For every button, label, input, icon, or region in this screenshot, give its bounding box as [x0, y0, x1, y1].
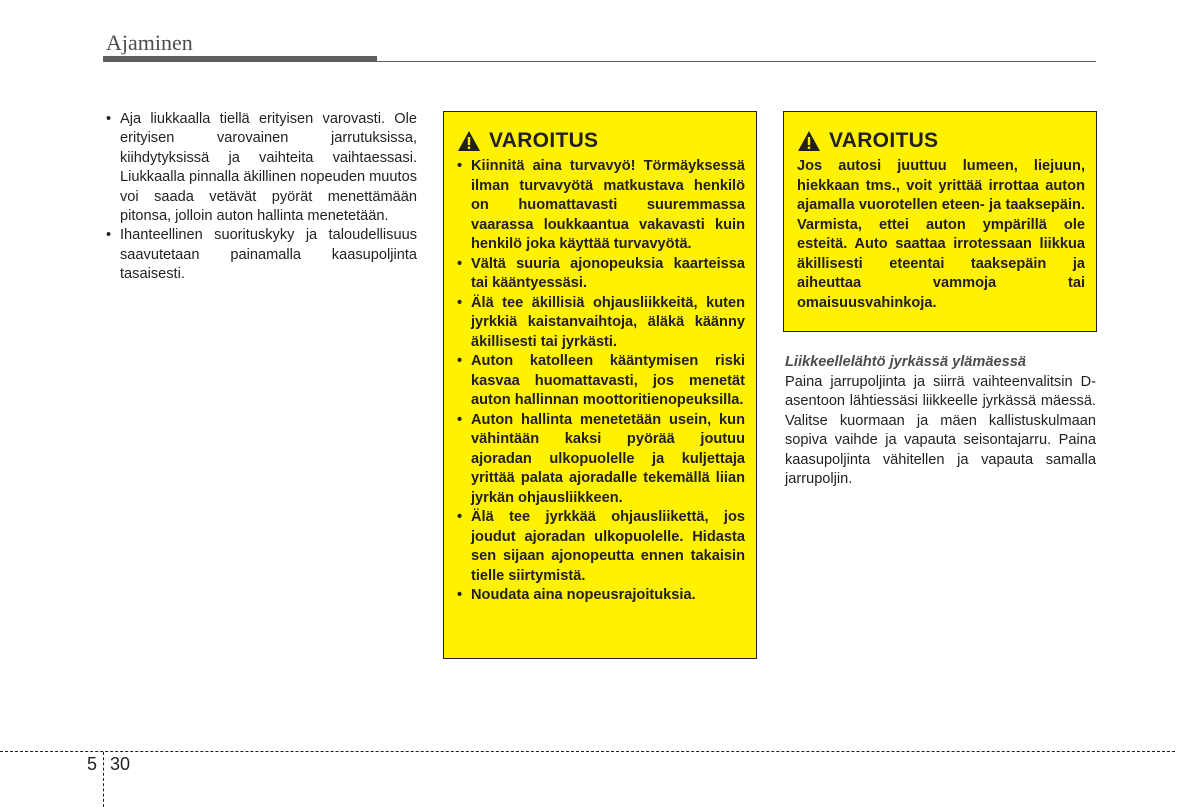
list-item	[106, 226, 417, 284]
warning-triangle-icon	[457, 130, 481, 152]
header-rule-thin	[377, 61, 1096, 62]
list-item-text: Ihanteellinen suorituskyky ja taloudellisuus saavutetaan painamalla kaasupoljinta tasaisesti.	[120, 227, 417, 283]
list-item-text: Noudata aina nopeusrajoituksia.	[471, 587, 696, 603]
bullet-icon: •	[457, 294, 463, 311]
warning-box-driving	[443, 111, 757, 659]
bullet-icon: •	[457, 411, 463, 428]
list-item	[457, 294, 745, 353]
list-item	[106, 110, 417, 226]
header-rule-thick	[103, 56, 377, 62]
bullet-icon: •	[457, 353, 463, 369]
list-item-text: Auton hallinta menetetään usein, kun vähintään kaksi pyörää joutuu ajoradan ulkopuolelle ja kuljettaja yrittää palata ajoradalle tekemällä liian jyrkän ohjausliikkeen.	[471, 411, 745, 506]
warning-title: VAROITUS	[829, 129, 939, 152]
warning-box-stuck	[783, 111, 1097, 332]
driving-tips-list	[106, 110, 417, 285]
list-item-text: Auton katolleen kääntymisen riski kasvaa huomattavasti, jos menetät auton hallinnan moottoritienopeuksilla.	[471, 353, 745, 408]
header-title: Ajaminen	[106, 30, 193, 55]
list-item	[457, 508, 745, 586]
list-item	[457, 411, 745, 509]
section-text: Paina jarrupoljinta ja siirrä vaihteenvalitsin D-asentoon lähtiessäsi liikkeelle jyrkässä mäessä. Valitse kuormaan ja mäen kallistuskulmaan sopiva vaihde ja vapauta seisontajarru. Paina kaasupoljinta vähitellen ja vapauta samalla jarrupoljin.	[785, 374, 1096, 488]
list-item-text: Älä tee äkillisiä ohjausliikkeitä, kuten jyrkkiä kaistanvaihtoja, äläkä käänny äkillisesti tai jyrkästi.	[471, 294, 745, 350]
list-item	[457, 157, 745, 255]
list-item	[457, 255, 745, 294]
warning-header	[797, 126, 1085, 156]
warning-header	[457, 126, 745, 156]
section-heading: Liikkeellelähtö jyrkässä ylämäessä	[785, 354, 1026, 370]
bullet-icon: •	[457, 255, 463, 272]
list-item	[457, 586, 745, 606]
list-item-text: Vältä suuria ajonopeuksia kaarteissa tai kääntyessäsi.	[471, 255, 745, 291]
footer-divider	[0, 751, 1175, 752]
warning-triangle-icon	[797, 130, 821, 152]
bullet-icon: •	[457, 509, 463, 525]
list-item-text: Aja liukkaalla tiellä erityisen varovasti. Ole erityisen varovainen jarrutuksissa, kiihdytyksissä ja vaihteita vaihtaessasi. Liukkaalla pinnalla äkillinen nopeuden muutos voi saada vetävät pyörät menettämään pitonsa, jolloin auton hallinta menetetään.	[120, 111, 417, 225]
warning-title: VAROITUS	[489, 129, 599, 152]
bullet-icon: •	[106, 227, 112, 244]
footer-vertical-divider	[103, 752, 104, 807]
left-column	[106, 110, 417, 285]
bullet-icon: •	[457, 158, 463, 174]
right-column-section	[785, 352, 1096, 489]
page-number: 30	[110, 754, 131, 774]
warning-text: Jos autosi juuttuu lumeen, liejuun, hiekkaan tms., voit yrittää irrottaa auton ajamalla vuorotellen eteen- ja taaksepäin. Varmista, ettei auton ympärillä ole esteitä. Auto saattaa irrotessaan liikkua äkillisesti eteentai taaksepäin ja aiheuttaa vammoja tai omaisuusvahinkoja.	[797, 158, 1085, 311]
bullet-icon: •	[106, 111, 112, 127]
bullet-icon: •	[457, 587, 463, 603]
list-item-text: Älä tee jyrkkää ohjausliikettä, jos joudut ajoradan ulkopuolelle. Hidasta sen sijaan ajonopeutta ennen takaisin tielle siirtymistä.	[471, 509, 745, 584]
list-item-text: Kiinnitä aina turvavyö! Törmäyksessä ilman turvavyötä matkustava henkilö on huomattavasti suuremmassa vaarassa loukkaantua vakavasti kuin henkilö joka käyttää turvavyötä.	[471, 158, 745, 252]
warning-list	[457, 157, 745, 606]
list-item	[457, 352, 745, 411]
chapter-number: 5	[87, 754, 98, 774]
